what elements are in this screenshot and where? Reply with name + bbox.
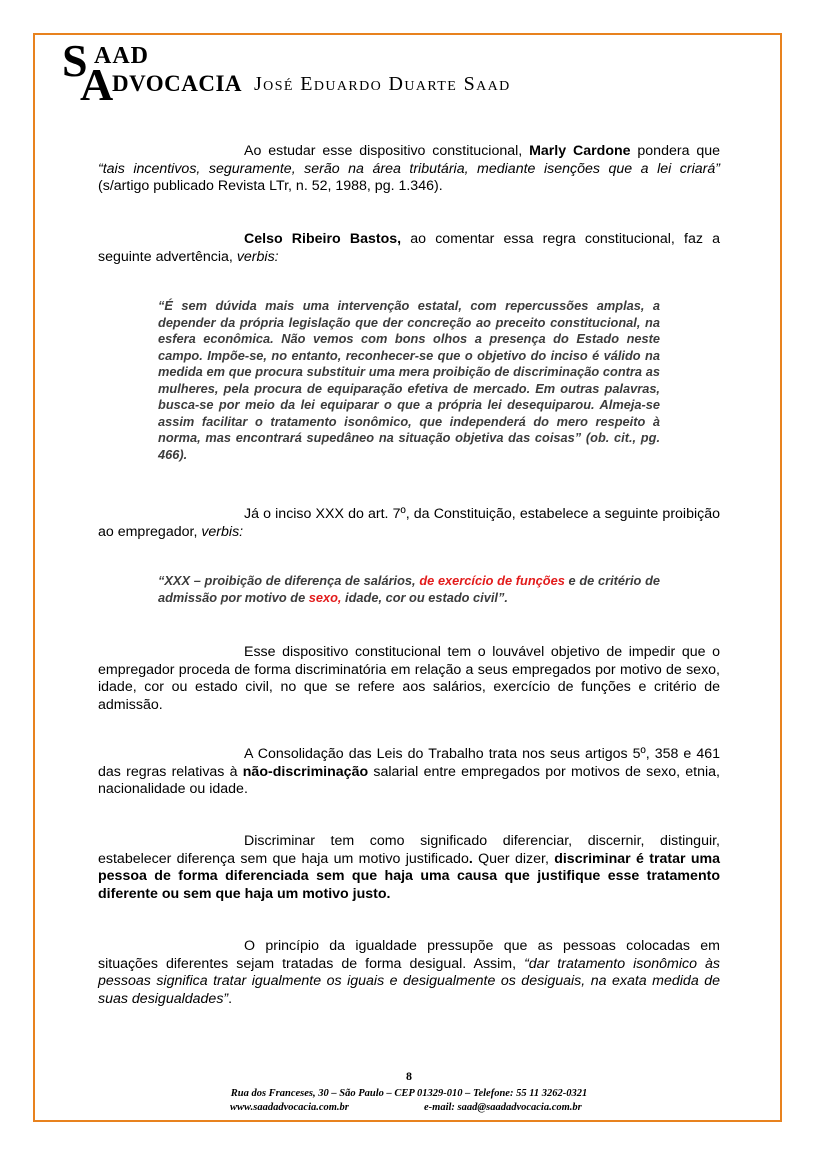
logo-word-dvocacia: DVOCACIA (112, 71, 243, 96)
paragraph-celso-bastos: Celso Ribeiro Bastos, ao comentar essa regra constitucional, faz a seguinte advertência, verbis: (98, 231, 720, 265)
footer-address: Rua dos Franceses, 30 – São Paulo – CEP 01329-010 – Telefone: 55 11 3262-0321 (230, 1088, 588, 1099)
paragraph-clt: A Consolidação das Leis do Trabalho trata nos seus artigos 5º, 358 e 461 das regras relativas à não-discriminação salarial entre empregados por motivos de sexo, etnia, nacionalidade ou idade. (98, 746, 720, 797)
footer-website: www.saadadvocacia.com.br (230, 1102, 349, 1113)
author-marly-cardone: Marly Cardone (529, 143, 631, 159)
logo-letter-a: A (80, 59, 114, 110)
logo-letter-s: S (62, 35, 88, 86)
paragraph-inciso-xxx: Já o inciso XXX do art. 7º, da Constituição, estabelece a seguinte proibição ao empregador, verbis: (98, 506, 720, 540)
logo-word-aad: AAD (94, 43, 149, 69)
paragraph-principio-igualdade: O princípio da igualdade pressupõe que as pessoas colocadas em situações diferentes sejam tratadas de forma desigual. Assim, “dar tratamento isonômico às pessoas significa tratar igualmente os iguais e desigualmente os desiguais, na exata medida de suas desigualdades”. (98, 938, 720, 1007)
citation-marly: “tais incentivos, seguramente, serão na área tributária, mediante isenções que a lei criará” (98, 160, 720, 177)
lawyer-name: José Eduardo Duarte Saad (254, 73, 511, 95)
paragraph-discriminar: Discriminar tem como significado diferenciar, discernir, distinguir, estabelecer diferença sem que haja um motivo justificado. Quer dizer, discriminar é tratar uma pessoa de forma diferenciada sem que haja uma causa que justifique esse tratamento diferente ou sem que haja um motivo justo. (98, 833, 720, 902)
quote-celso-bastos: “É sem dúvida mais uma intervenção estatal, com repercussões amplas, a depender da própria legislação que der concreção ao preceito constitucional, na esfera econômica. Não vemos com bons olhos a presença do Estado neste campo. Impõe-se, no entanto, reconhecer-se que o objetivo do inciso é válido na medida em que procura substituir uma mera proibição de discriminação contra as mulheres, pela procura de equiparação efetiva de mercado. Em outras palavras, busca-se por meio da lei equiparar o que a própria lei desequiparou. Almeja-se assim facilitar o tratamento isonômico, que independerá do mero respeito à norma, mas encontrará supedâneo na situação objetiva das coisas” (ob. cit., pg. 466). (158, 298, 660, 462)
paragraph-dispositivo: Esse dispositivo constitucional tem o louvável objetivo de impedir que o empregador proceda de forma discriminatória em relação a seus empregados por motivo de sexo, idade, cor ou estado civil, no que se refere aos salários, exercício de funções e critério de admissão. (98, 644, 720, 713)
quote-inciso-xxx: “XXX – proibição de diferença de salários, de exercício de funções e de critério de admissão por motivo de sexo, idade, cor ou estado civil”. (158, 573, 661, 605)
highlight-sexo: sexo, (308, 589, 342, 605)
highlight-exercicio-funcoes: de exercício de funções (419, 573, 565, 588)
paragraph-marly-cardone: Ao estudar esse dispositivo constitucional, Marly Cardone pondera que “tais incentivos, seguramente, serão na área tributária, mediante isenções que a lei criará” (s/artigo publicado Revista LTr, n. 52, 1988, pg. 1.346). (98, 143, 720, 194)
author-celso-bastos: Celso Ribeiro Bastos, (244, 231, 402, 247)
saad-advocacia-logo (60, 35, 530, 110)
footer-email: e-mail: saad@saadadvocacia.com.br (424, 1102, 582, 1113)
page-number: 8 (406, 1069, 412, 1083)
